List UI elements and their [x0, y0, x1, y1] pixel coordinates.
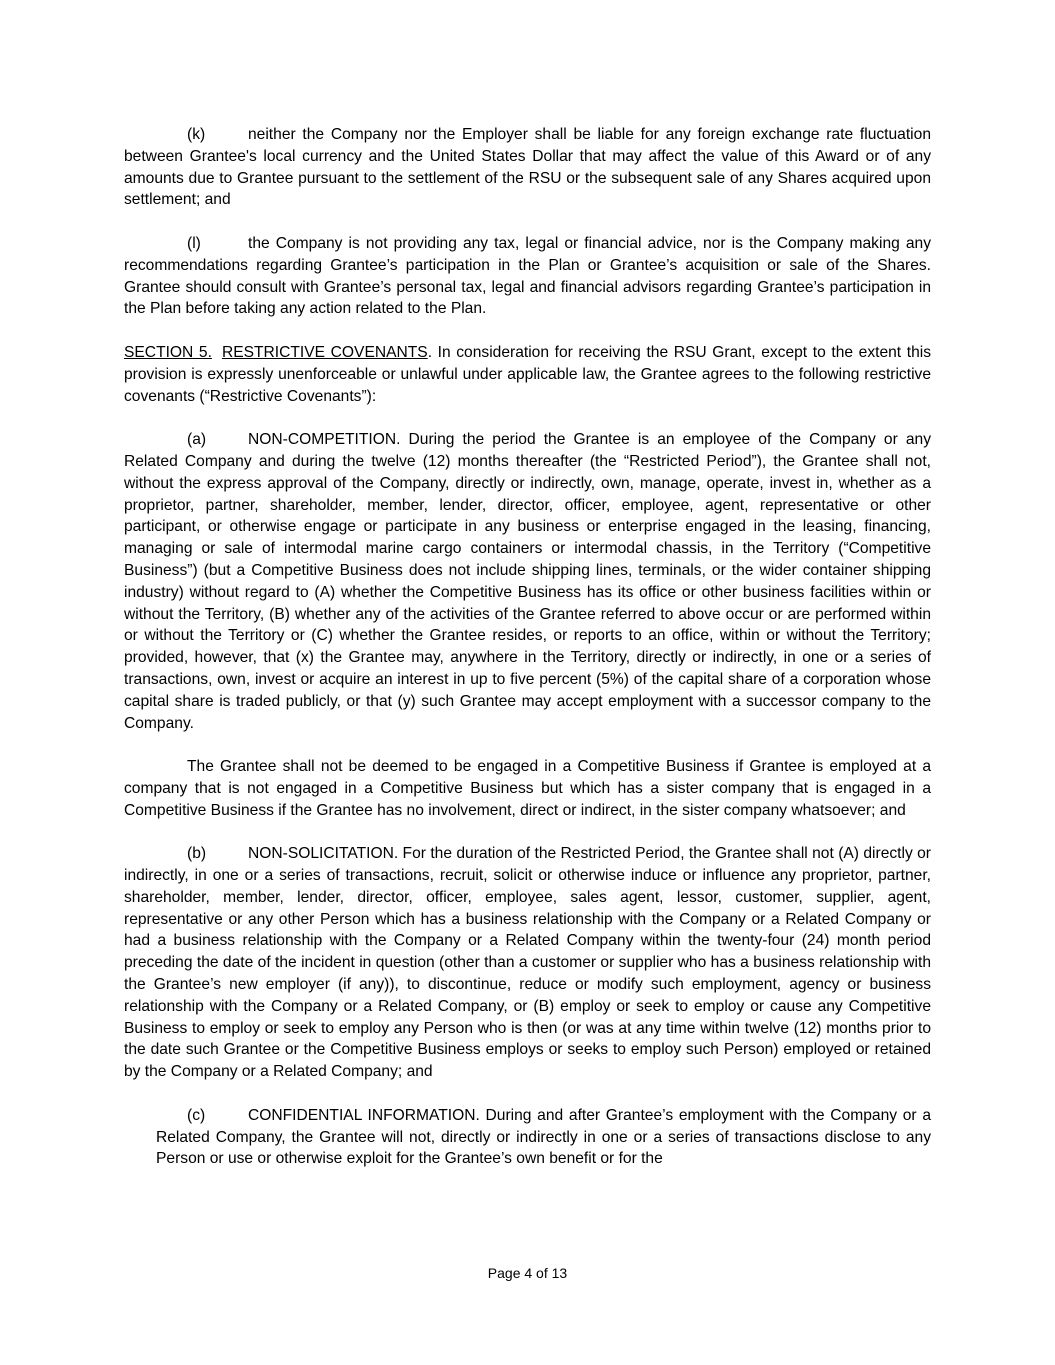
document-page — [124, 124, 931, 1170]
paragraph-text: CONFIDENTIAL INFORMATION. During and after Grantee’s employment with the Company or a Related Company, the Grantee will not, directly or indirectly in one or a series of transactions disclose to any Person or use or otherwise exploit for the Grantee’s own benefit or for the — [156, 1106, 931, 1168]
paragraph-c — [156, 1105, 931, 1170]
paragraph-a — [124, 429, 931, 734]
paragraph-text: NON-COMPETITION. During the period the Grantee is an employee of the Company or any Related Company and during the twelve (12) months thereafter (the “Restricted Period”), the Grantee shall not, without the express approval of the Company, directly or indirectly, own, manage, operate, invest in, whether as a proprietor, partner, shareholder, member, lender, director, officer, employee, agent, representative or other participant, or otherwise engage or participate in any business or enterprise engaged in the leasing, financing, managing or sale of intermodal marine cargo containers or intermodal chassis, in the Territory (“Competitive Business”) (but a Competitive Business does not include shipping lines, terminals, or the wider container shipping industry) without regard to (A) whether the Competitive Business has its office or other business facilities within or without the Territory, (B) whether any of the activities of the Grantee referred to above occur or are performed within or without the Territory or (C) whether the Grantee resides, or reports to an office, within or without the Territory; provided, however, that (x) the Grantee may, anywhere in the Territory, directly or indirectly, in one or a series of transactions, own, invest or acquire an interest in up to five percent (5%) of the capital share of a corporation whose capital share is traded publicly, or that (y) such Grantee may accept employment with a successor company to the Company. — [124, 431, 931, 732]
item-label: (b) — [187, 845, 207, 863]
item-label: (c) — [187, 1106, 206, 1124]
item-label: (l) — [187, 234, 201, 252]
paragraph-k — [124, 124, 931, 211]
section-title: RESTRICTIVE COVENANTS — [221, 343, 428, 361]
paragraph-text: . In consideration for receiving the RSU Grant, except to the extent this provision is expressly unenforceable or unlawful under applicable law, the Grantee agrees to the following restrictive covenants (“Restrictive Covenants”): — [124, 343, 932, 405]
paragraph-l — [124, 233, 931, 320]
paragraph-text: NON-SOLICITATION. For the duration of the Restricted Period, the Grantee shall not (A) directly or indirectly, in one or a series of transactions, recruit, solicit or otherwise induce or influence any proprietor, partner, shareholder, member, lender, director, officer, employee, sales agent, lessor, customer, supplier, agent, representative or any other Person which has a business relationship with the Company or a Related Company or had a business relationship with the Company or a Related Company within the twenty-four (24) month period preceding the date of the incident in question (other than a customer or supplier who has a business relationship with the Grantee’s new employer (if any)), to discontinue, reduce or modify such employment, agency or business relationship with the Company or a Related Company, or (B) employ or seek to employ or cause any Competitive Business to employ or seek to employ any Person who is then (or was at any time within twelve (12) months prior to the date such Grantee or the Competitive Business employs or seeks to employ such Person) employed or retained by the Company or a Related Company; and — [124, 845, 931, 1081]
paragraph-text: neither the Company nor the Employer shall be liable for any foreign exchange rate fluctuation between Grantee's local currency and the United States Dollar that may affect the value of this Award or of any amounts due to Grantee pursuant to the settlement of the RSU or the subsequent sale of any Shares acquired upon settlement; and — [124, 126, 931, 209]
paragraph-text: The Grantee shall not be deemed to be engaged in a Competitive Business if Grantee is employed at a company that is not engaged in a Competitive Business but which has a sister company that is engaged in a Competitive Business if the Grantee has no involvement, direct or indirect, in the sister company whatsoever; and — [124, 758, 931, 819]
paragraph-text: the Company is not providing any tax, legal or financial advice, nor is the Company making any recommendations regarding Grantee’s participation in the Plan or Grantee’s acquisition or sale of the Shares. Grantee should consult with Grantee’s personal tax, legal and financial advisors regarding Grantee’s participation in the Plan before taking any action related to the Plan. — [124, 234, 931, 318]
page-number: Page 4 of 13 — [487, 1265, 568, 1281]
item-label: (k) — [187, 126, 206, 143]
item-label: (a) — [187, 431, 207, 449]
section-5-paragraph — [124, 342, 931, 407]
paragraph-a-continued — [124, 756, 931, 821]
section-number: SECTION 5. — [124, 343, 212, 361]
paragraph-b — [124, 843, 931, 1083]
